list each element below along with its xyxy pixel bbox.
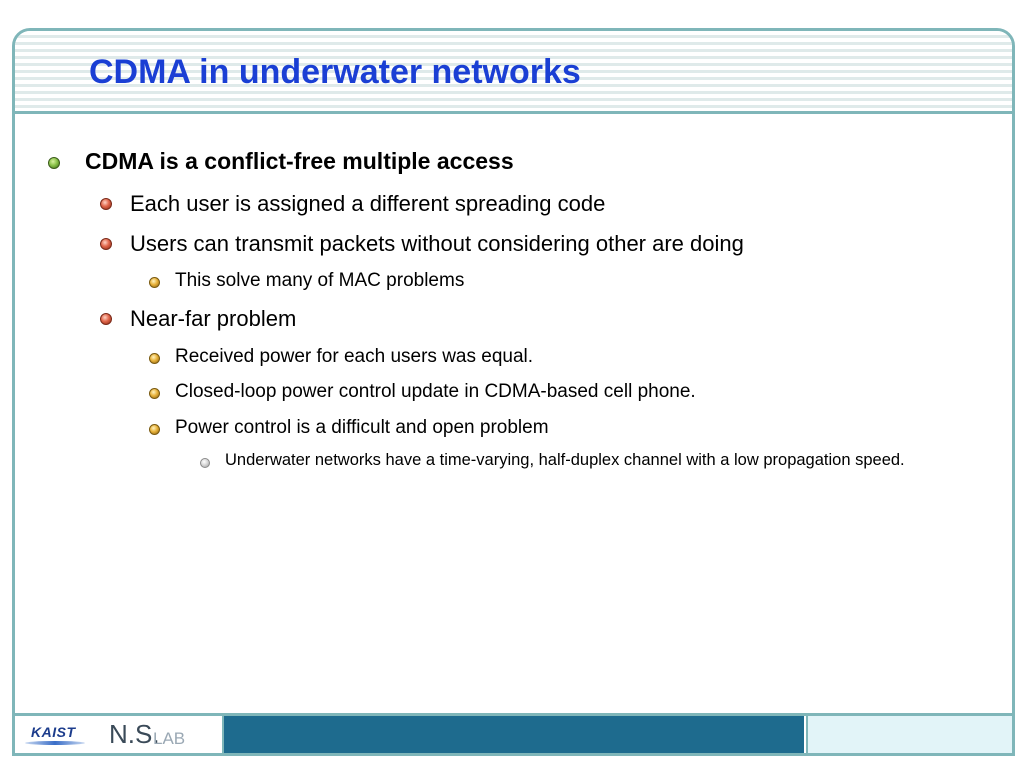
slide-title: CDMA in underwater networks (89, 53, 581, 91)
level3-bullet-icon (149, 424, 160, 435)
ns-lab-logo: N.S. (109, 719, 160, 749)
level2-bullet-icon (100, 313, 112, 325)
bullet-level3: Received power for each users was equal. (175, 346, 534, 367)
slide-footer (15, 713, 1012, 753)
level3-bullet-icon (149, 388, 160, 399)
footer-light-bar (806, 716, 1012, 753)
kaist-swoosh-icon (25, 741, 85, 745)
bullet-level1: CDMA is a conflict-free multiple access (85, 148, 514, 174)
bullet-level3: This solve many of MAC problems (175, 270, 465, 291)
level2-bullet-icon (100, 198, 112, 210)
bullet-level2: Each user is assigned a different spreading code (130, 191, 606, 216)
slide-frame (12, 28, 1015, 756)
level2-bullet-icon (100, 238, 112, 250)
title-band (15, 31, 1012, 114)
kaist-logo: KAIST (31, 724, 76, 740)
bullet-level4: Underwater networks have a time-varying, half-duplex channel with a low propagation speed. (225, 451, 905, 469)
level1-bullet-icon (48, 157, 60, 169)
bullet-level2: Users can transmit packets without considering other are doing (130, 231, 744, 256)
level3-bullet-icon (149, 353, 160, 364)
footer-logos (15, 716, 224, 753)
level3-bullet-icon (149, 277, 160, 288)
ns-lab-logo-lab: LAB (153, 729, 186, 748)
bullet-level3: Closed-loop power control update in CDMA-based cell phone. (175, 381, 696, 402)
level4-bullet-icon (200, 458, 210, 468)
footer-dark-bar (224, 716, 804, 753)
bullet-level3: Power control is a difficult and open problem (175, 417, 549, 438)
slide-body (15, 114, 1012, 713)
bullet-level2: Near-far problem (130, 306, 297, 331)
